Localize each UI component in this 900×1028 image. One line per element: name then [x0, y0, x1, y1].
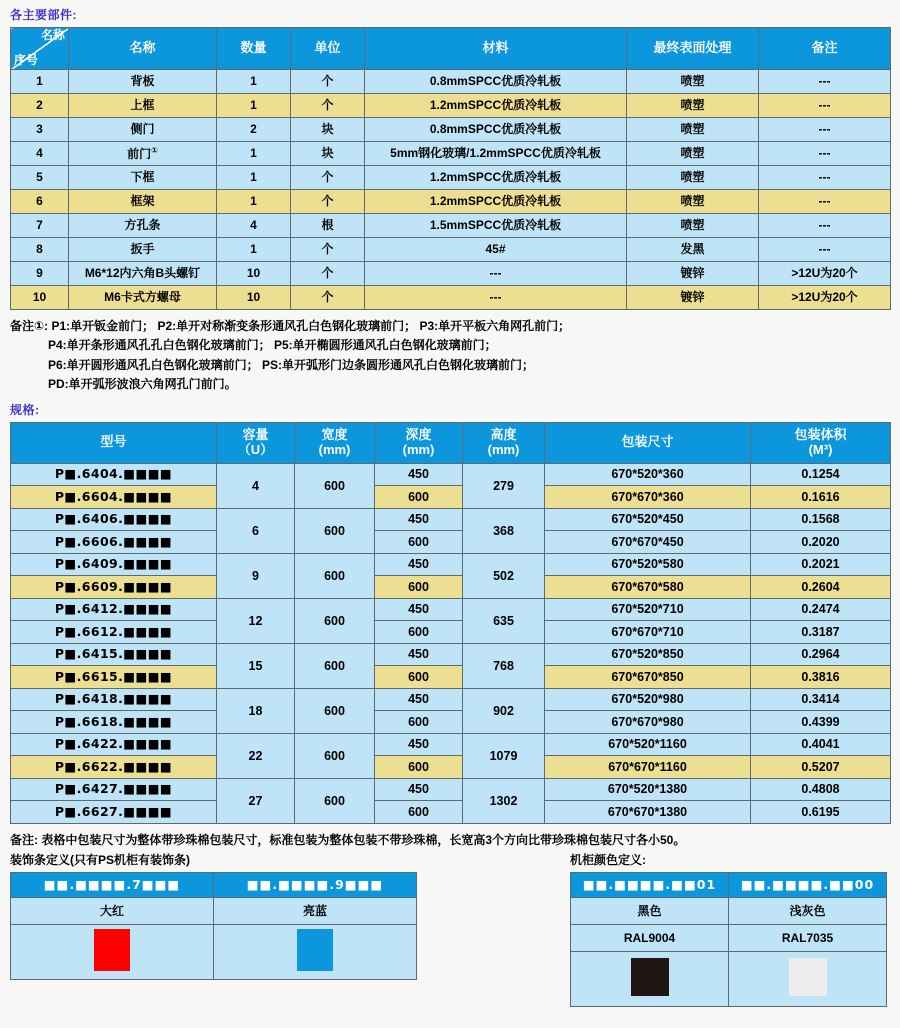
spec-cell-pack-size: 670*520*980 — [545, 688, 751, 711]
parts-cell-material: 1.2mmSPCC优质冷轧板 — [365, 94, 627, 118]
swatch-chip-row — [571, 951, 887, 1006]
spec-table-row — [11, 486, 891, 509]
spec-cell-capacity: 27 — [217, 778, 295, 823]
parts-cell-qty: 1 — [217, 142, 291, 166]
swatch-code: ■■.■■■■.■■00 — [729, 872, 887, 897]
remark-line-2: P4:单开条形通风孔孔白色钢化玻璃前门； P5:单开椭圆形通风孔白色钢化玻璃前门； — [48, 338, 497, 353]
parts-cell-unit: 个 — [291, 94, 365, 118]
swatch-chip-row — [11, 924, 417, 979]
parts-cell-name: 前门① — [69, 142, 217, 166]
spec-cell-volume: 0.2964 — [751, 643, 891, 666]
parts-cell-unit: 个 — [291, 70, 365, 94]
swatch-name: 黑色 — [571, 897, 729, 924]
remark-line-1: 备注①: P1:单开钣金前门； P2:单开对称渐变条形通风孔白色钢化玻璃前门； P3:单开平板六角网孔前门； — [10, 319, 571, 333]
spec-col-height-label: 高度 — [490, 426, 517, 442]
spec-cell-height: 1079 — [463, 733, 545, 778]
color-chip — [789, 958, 827, 996]
spec-col-depth-label: 深度 — [405, 426, 432, 442]
spec-col-pack-volume-label: 包装体积 — [794, 426, 847, 442]
parts-cell-name: 下框 — [69, 166, 217, 190]
parts-cell-finish: 喷塑 — [627, 94, 759, 118]
spec-cell-depth: 600 — [375, 531, 463, 554]
parts-cell-remark: --- — [759, 238, 891, 262]
parts-cell-finish: 喷塑 — [627, 190, 759, 214]
corner-label-name: 名称 — [40, 28, 65, 42]
parts-cell-material: --- — [365, 262, 627, 286]
spec-col-capacity-unit: （U） — [237, 441, 274, 457]
parts-cell-name: 侧门 — [69, 118, 217, 142]
parts-corner-cell — [11, 28, 69, 70]
parts-remark-block — [10, 317, 900, 395]
spec-cell-model: P■.6606.■■■■ — [11, 531, 217, 554]
spec-cell-model: P■.6627.■■■■ — [11, 801, 217, 824]
spec-table-row — [11, 778, 891, 801]
spec-cell-depth: 600 — [375, 576, 463, 599]
spec-cell-pack-size: 670*670*710 — [545, 621, 751, 644]
decor-strip-label: 装饰条定义(只有PS机柜有装饰条) — [10, 852, 191, 867]
swatch-cell — [214, 924, 417, 979]
parts-table-row — [11, 238, 891, 262]
spec-cell-width: 600 — [295, 643, 375, 688]
parts-table-row — [11, 142, 891, 166]
spec-cell-model: P■.6615.■■■■ — [11, 666, 217, 689]
spec-cell-model: P■.6609.■■■■ — [11, 576, 217, 599]
swatch-name-row — [11, 897, 417, 924]
parts-cell-qty: 2 — [217, 118, 291, 142]
spec-col-model: 型号 — [11, 422, 217, 463]
spec-table-row — [11, 733, 891, 756]
spec-table-row — [11, 801, 891, 824]
cabinet-color-block — [570, 851, 887, 1007]
parts-cell-material: 0.8mmSPCC优质冷轧板 — [365, 118, 627, 142]
parts-cell-no: 10 — [11, 286, 69, 310]
swatch-cell — [11, 924, 214, 979]
spec-cell-height: 279 — [463, 463, 545, 508]
spec-col-capacity-label: 容量 — [242, 426, 269, 442]
spec-cell-model: P■.6622.■■■■ — [11, 756, 217, 779]
parts-cell-material: 0.8mmSPCC优质冷轧板 — [365, 70, 627, 94]
parts-col-material: 材料 — [365, 28, 627, 70]
parts-cell-remark: >12U为20个 — [759, 262, 891, 286]
color-chip — [631, 958, 669, 996]
spec-table-row — [11, 463, 891, 486]
parts-cell-unit: 块 — [291, 142, 365, 166]
parts-cell-material: 5mm钢化玻璃/1.2mmSPCC优质冷轧板 — [365, 142, 627, 166]
parts-cell-finish: 喷塑 — [627, 214, 759, 238]
spec-cell-model: P■.6412.■■■■ — [11, 598, 217, 621]
spec-cell-capacity: 18 — [217, 688, 295, 733]
parts-cell-qty: 1 — [217, 70, 291, 94]
parts-table-row — [11, 94, 891, 118]
footnote-marker: ① — [151, 145, 158, 155]
spec-cell-model: P■.6406.■■■■ — [11, 508, 217, 531]
parts-section-title: 各主要部件: — [10, 8, 77, 22]
parts-cell-finish: 喷塑 — [627, 166, 759, 190]
parts-cell-remark: --- — [759, 94, 891, 118]
parts-cell-unit: 个 — [291, 190, 365, 214]
swatch-cell — [571, 951, 729, 1006]
parts-table-row — [11, 70, 891, 94]
parts-cell-material: 1.2mmSPCC优质冷轧板 — [365, 166, 627, 190]
spec-cell-depth: 600 — [375, 666, 463, 689]
parts-cell-no: 6 — [11, 190, 69, 214]
parts-cell-no: 8 — [11, 238, 69, 262]
spec-cell-volume: 0.2474 — [751, 598, 891, 621]
spec-col-depth-unit: (mm) — [402, 441, 435, 457]
parts-cell-finish: 喷塑 — [627, 142, 759, 166]
parts-cell-name: 扳手 — [69, 238, 217, 262]
spec-cell-width: 600 — [295, 688, 375, 733]
spec-cell-pack-size: 670*670*450 — [545, 531, 751, 554]
parts-cell-qty: 1 — [217, 94, 291, 118]
parts-cell-unit: 根 — [291, 214, 365, 238]
parts-cell-name: 框架 — [69, 190, 217, 214]
spec-cell-model: P■.6612.■■■■ — [11, 621, 217, 644]
remark-line-3: P6:单开圆形通风孔白色钢化玻璃前门； PS:单开弧形门边条圆形通风孔白色钢化玻璃前门； — [48, 357, 535, 372]
parts-cell-finish: 镀锌 — [627, 286, 759, 310]
parts-cell-qty: 1 — [217, 166, 291, 190]
spec-col-width — [295, 422, 375, 463]
spec-cell-depth: 450 — [375, 643, 463, 666]
spec-cell-height: 1302 — [463, 778, 545, 823]
parts-cell-remark: --- — [759, 214, 891, 238]
parts-cell-remark: --- — [759, 142, 891, 166]
spec-cell-depth: 450 — [375, 598, 463, 621]
spec-cell-capacity: 22 — [217, 733, 295, 778]
parts-table-row — [11, 214, 891, 238]
parts-cell-name: 方孔条 — [69, 214, 217, 238]
spec-cell-height: 768 — [463, 643, 545, 688]
spec-table-row — [11, 756, 891, 779]
spec-table-row — [11, 531, 891, 554]
bottom-zone — [0, 851, 900, 1001]
swatch-name: 亮蓝 — [214, 897, 417, 924]
cabinet-color-table — [570, 872, 887, 1007]
spec-col-width-label: 宽度 — [321, 426, 348, 442]
parts-cell-remark: >12U为20个 — [759, 286, 891, 310]
spec-table-row — [11, 576, 891, 599]
color-chip — [297, 929, 333, 971]
parts-cell-no: 5 — [11, 166, 69, 190]
spec-cell-pack-size: 670*520*450 — [545, 508, 751, 531]
spec-cell-width: 600 — [295, 508, 375, 553]
parts-cell-material: 45# — [365, 238, 627, 262]
spec-cell-model: P■.6409.■■■■ — [11, 553, 217, 576]
spec-cell-volume: 0.3187 — [751, 621, 891, 644]
swatch-name: 大红 — [11, 897, 214, 924]
parts-table-row — [11, 190, 891, 214]
parts-cell-no: 9 — [11, 262, 69, 286]
parts-cell-unit: 个 — [291, 238, 365, 262]
spec-cell-pack-size: 670*520*850 — [545, 643, 751, 666]
spec-cell-model: P■.6604.■■■■ — [11, 486, 217, 509]
spec-col-pack-size: 包装尺寸 — [545, 422, 751, 463]
parts-col-remark: 备注 — [759, 28, 891, 70]
spec-cell-depth: 600 — [375, 711, 463, 734]
swatch-code: ■■.■■■■.7■■■ — [11, 872, 214, 897]
spec-table-row — [11, 688, 891, 711]
spec-cell-depth: 450 — [375, 553, 463, 576]
spec-table-row — [11, 666, 891, 689]
spec-cell-pack-size: 670*520*580 — [545, 553, 751, 576]
spec-cell-height: 502 — [463, 553, 545, 598]
parts-table-row — [11, 286, 891, 310]
parts-cell-name: 上框 — [69, 94, 217, 118]
spec-cell-width: 600 — [295, 778, 375, 823]
parts-cell-no: 4 — [11, 142, 69, 166]
spec-table-header-row — [11, 422, 891, 463]
spec-cell-volume: 0.3414 — [751, 688, 891, 711]
spec-cell-volume: 0.2020 — [751, 531, 891, 554]
parts-cell-qty: 1 — [217, 190, 291, 214]
spec-cell-model: P■.6415.■■■■ — [11, 643, 217, 666]
spec-cell-volume: 0.5207 — [751, 756, 891, 779]
swatch-ral-code: RAL9004 — [571, 924, 729, 951]
spec-cell-volume: 0.4041 — [751, 733, 891, 756]
parts-cell-qty: 1 — [217, 238, 291, 262]
parts-cell-no: 3 — [11, 118, 69, 142]
spec-cell-height: 635 — [463, 598, 545, 643]
spec-table-row — [11, 598, 891, 621]
parts-cell-unit: 个 — [291, 262, 365, 286]
parts-cell-no: 7 — [11, 214, 69, 238]
spec-cell-depth: 450 — [375, 778, 463, 801]
spec-cell-capacity: 15 — [217, 643, 295, 688]
decor-strip-table — [10, 872, 417, 980]
spec-cell-volume: 0.1568 — [751, 508, 891, 531]
spec-cell-volume: 0.3816 — [751, 666, 891, 689]
parts-cell-unit: 块 — [291, 118, 365, 142]
swatch-name: 浅灰色 — [729, 897, 887, 924]
parts-cell-name: M6卡式方螺母 — [69, 286, 217, 310]
spec-cell-depth: 450 — [375, 688, 463, 711]
spec-table-row — [11, 711, 891, 734]
spec-col-capacity — [217, 422, 295, 463]
parts-cell-finish: 喷塑 — [627, 118, 759, 142]
spec-cell-capacity: 4 — [217, 463, 295, 508]
parts-cell-material: --- — [365, 286, 627, 310]
spec-cell-width: 600 — [295, 463, 375, 508]
parts-col-qty: 数量 — [217, 28, 291, 70]
parts-cell-remark: --- — [759, 166, 891, 190]
parts-cell-unit: 个 — [291, 286, 365, 310]
spec-cell-model: P■.6418.■■■■ — [11, 688, 217, 711]
parts-cell-finish: 喷塑 — [627, 70, 759, 94]
parts-cell-qty: 10 — [217, 262, 291, 286]
spec-cell-volume: 0.6195 — [751, 801, 891, 824]
spec-cell-pack-size: 670*520*1380 — [545, 778, 751, 801]
spec-cell-volume: 0.4808 — [751, 778, 891, 801]
swatch-ral-row — [571, 924, 887, 951]
spec-cell-depth: 450 — [375, 733, 463, 756]
swatch-header-row — [11, 872, 417, 897]
parts-col-name: 名称 — [69, 28, 217, 70]
spec-cell-width: 600 — [295, 733, 375, 778]
spec-col-height — [463, 422, 545, 463]
spec-table-row — [11, 508, 891, 531]
spec-cell-width: 600 — [295, 598, 375, 643]
parts-table-header-row — [11, 28, 891, 70]
parts-table-row — [11, 262, 891, 286]
parts-cell-unit: 个 — [291, 166, 365, 190]
spec-cell-model: P■.6422.■■■■ — [11, 733, 217, 756]
parts-table — [10, 27, 891, 310]
remark-line-4: PD:单开弧形波浪六角网孔门前门。 — [48, 377, 237, 392]
spec-cell-pack-size: 670*520*360 — [545, 463, 751, 486]
parts-cell-finish: 镀锌 — [627, 262, 759, 286]
swatch-ral-code: RAL7035 — [729, 924, 887, 951]
spec-col-depth — [375, 422, 463, 463]
swatch-cell — [729, 951, 887, 1006]
spec-cell-capacity: 9 — [217, 553, 295, 598]
swatch-code: ■■.■■■■.9■■■ — [214, 872, 417, 897]
spec-col-pack-volume — [751, 422, 891, 463]
spec-cell-pack-size: 670*670*1380 — [545, 801, 751, 824]
spec-cell-depth: 600 — [375, 801, 463, 824]
spec-cell-height: 902 — [463, 688, 545, 733]
parts-table-row — [11, 166, 891, 190]
spec-cell-volume: 0.1616 — [751, 486, 891, 509]
spec-table — [10, 422, 891, 824]
spec-cell-pack-size: 670*670*580 — [545, 576, 751, 599]
spec-cell-pack-size: 670*520*1160 — [545, 733, 751, 756]
parts-col-unit: 单位 — [291, 28, 365, 70]
spec-col-height-unit: (mm) — [487, 441, 520, 457]
spec-cell-pack-size: 670*670*1160 — [545, 756, 751, 779]
spec-cell-capacity: 12 — [217, 598, 295, 643]
parts-cell-qty: 4 — [217, 214, 291, 238]
spec-section-title: 规格: — [10, 402, 40, 417]
spec-cell-depth: 450 — [375, 463, 463, 486]
cabinet-color-label: 机柜颜色定义: — [570, 852, 646, 867]
parts-table-row — [11, 118, 891, 142]
spec-cell-height: 368 — [463, 508, 545, 553]
spec-table-row — [11, 553, 891, 576]
parts-cell-qty: 10 — [217, 286, 291, 310]
spec-cell-pack-size: 670*520*710 — [545, 598, 751, 621]
spec-cell-model: P■.6427.■■■■ — [11, 778, 217, 801]
color-chip — [94, 929, 130, 971]
spec-cell-model: P■.6618.■■■■ — [11, 711, 217, 734]
spec-cell-pack-size: 670*670*980 — [545, 711, 751, 734]
decor-strip-block — [10, 851, 417, 980]
spec-cell-volume: 0.1254 — [751, 463, 891, 486]
parts-cell-remark: --- — [759, 190, 891, 214]
parts-cell-material: 1.2mmSPCC优质冷轧板 — [365, 190, 627, 214]
spec-cell-pack-size: 670*670*360 — [545, 486, 751, 509]
parts-cell-remark: --- — [759, 118, 891, 142]
parts-cell-no: 2 — [11, 94, 69, 118]
spec-table-row — [11, 643, 891, 666]
spec-cell-capacity: 6 — [217, 508, 295, 553]
spec-table-row — [11, 621, 891, 644]
spec-cell-width: 600 — [295, 553, 375, 598]
parts-cell-no: 1 — [11, 70, 69, 94]
spec-cell-depth: 450 — [375, 508, 463, 531]
spec-cell-volume: 0.2021 — [751, 553, 891, 576]
spec-col-pack-volume-unit: (M³) — [808, 441, 833, 457]
spec-cell-volume: 0.2604 — [751, 576, 891, 599]
swatch-name-row — [571, 897, 887, 924]
parts-col-finish: 最终表面处理 — [627, 28, 759, 70]
spec-cell-depth: 600 — [375, 621, 463, 644]
spec-bottom-note: 备注: 表格中包装尺寸为整体带珍珠棉包装尺寸，标准包装为整体包装不带珍珠棉，长宽高3个方向比带珍珠棉包装尺寸各小50。 — [10, 832, 686, 847]
parts-cell-name: 背板 — [69, 70, 217, 94]
parts-cell-finish: 发黑 — [627, 238, 759, 262]
parts-cell-remark: --- — [759, 70, 891, 94]
spec-cell-model: P■.6404.■■■■ — [11, 463, 217, 486]
spec-cell-depth: 600 — [375, 756, 463, 779]
spec-cell-volume: 0.4399 — [751, 711, 891, 734]
spec-cell-pack-size: 670*670*850 — [545, 666, 751, 689]
parts-cell-material: 1.5mmSPCC优质冷轧板 — [365, 214, 627, 238]
spec-col-width-unit: (mm) — [318, 441, 351, 457]
swatch-header-row — [571, 872, 887, 897]
swatch-code: ■■.■■■■.■■01 — [571, 872, 729, 897]
corner-label-index: 序号 — [14, 53, 39, 68]
spec-cell-depth: 600 — [375, 486, 463, 509]
parts-cell-name: M6*12内六角B头螺钉 — [69, 262, 217, 286]
